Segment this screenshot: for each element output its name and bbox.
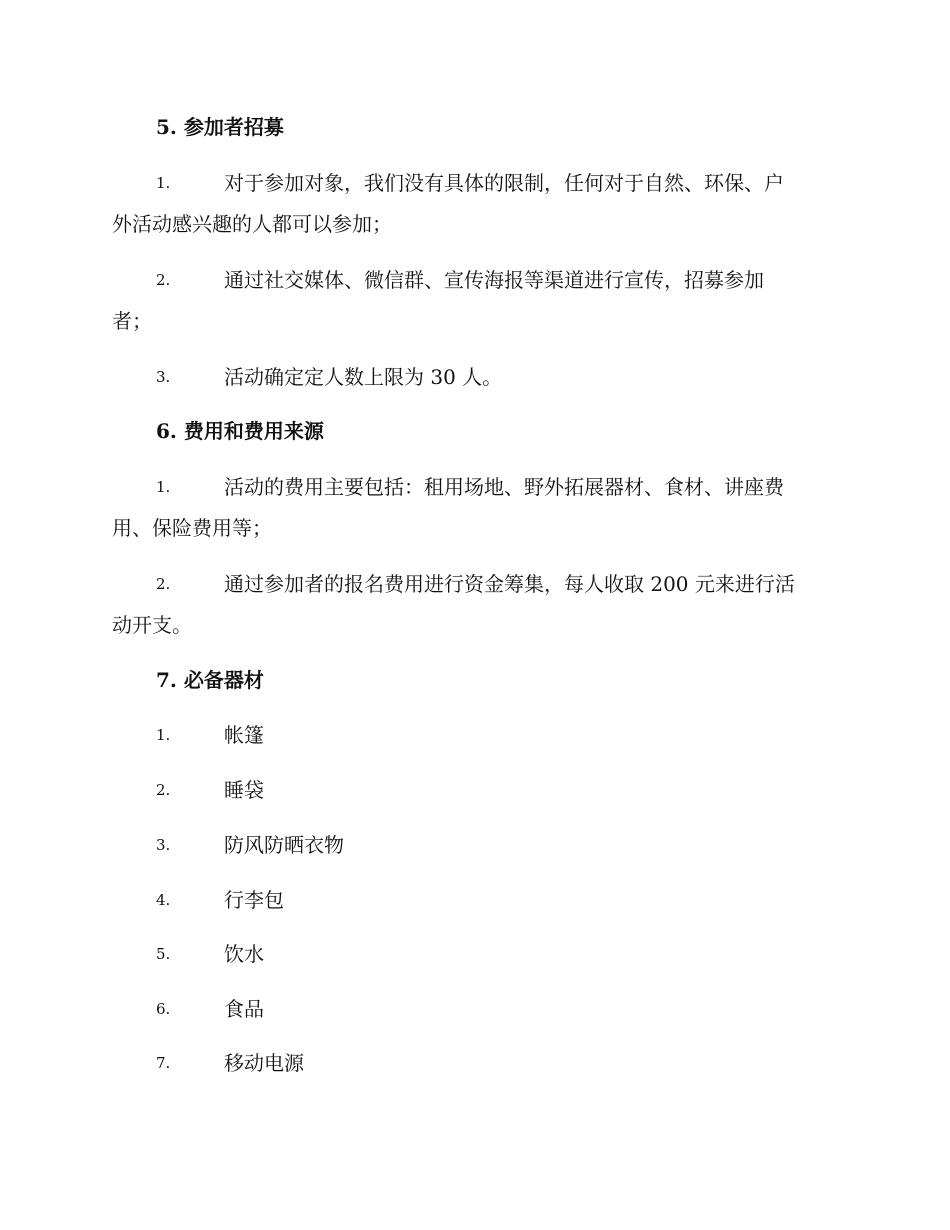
list-item-text: 防风防晒衣物 [224, 833, 344, 857]
list-number: 4. [156, 891, 171, 909]
list-item-text: 行李包 [224, 888, 284, 912]
list-item-text: 移动电源 [224, 1051, 304, 1075]
section-heading: 5. 参加者招募 [156, 115, 284, 139]
list-number: 2. [156, 575, 171, 593]
list-item-text: 对于参加对象，我们没有具体的限制，任何对于自然、环保、户 [224, 171, 784, 195]
list-number: 1. [156, 726, 171, 744]
list-number: 1. [156, 478, 171, 496]
list-number: 7. [156, 1054, 171, 1072]
list-number: 3. [156, 368, 171, 386]
list-item-text: 饮水 [224, 942, 264, 966]
list-number: 5. [156, 945, 171, 963]
section-heading: 6. 费用和费用来源 [156, 419, 324, 443]
list-item-text-continued: 用、保险费用等； [112, 516, 272, 540]
list-number: 1. [156, 174, 171, 192]
list-number: 2. [156, 271, 171, 289]
list-number: 2. [156, 781, 171, 799]
list-item-text: 活动的费用主要包括：租用场地、野外拓展器材、食材、讲座费 [224, 475, 784, 499]
list-item-text-continued: 外活动感兴趣的人都可以参加； [112, 212, 392, 236]
list-number: 6. [156, 1000, 171, 1018]
list-item-text: 帐篷 [224, 723, 264, 747]
list-item-text: 活动确定定人数上限为 30 人。 [224, 365, 503, 389]
list-item-text: 通过参加者的报名费用进行资金筹集，每人收取 200 元来进行活 [224, 572, 795, 596]
list-item-text: 睡袋 [224, 778, 264, 802]
list-number: 3. [156, 836, 171, 854]
section-heading: 7. 必备器材 [156, 668, 264, 692]
list-item-text-continued: 者； [112, 309, 152, 333]
list-item-text-continued: 动开支。 [112, 613, 192, 637]
list-item-text: 通过社交媒体、微信群、宣传海报等渠道进行宣传，招募参加 [224, 268, 764, 292]
list-item-text: 食品 [224, 997, 264, 1021]
